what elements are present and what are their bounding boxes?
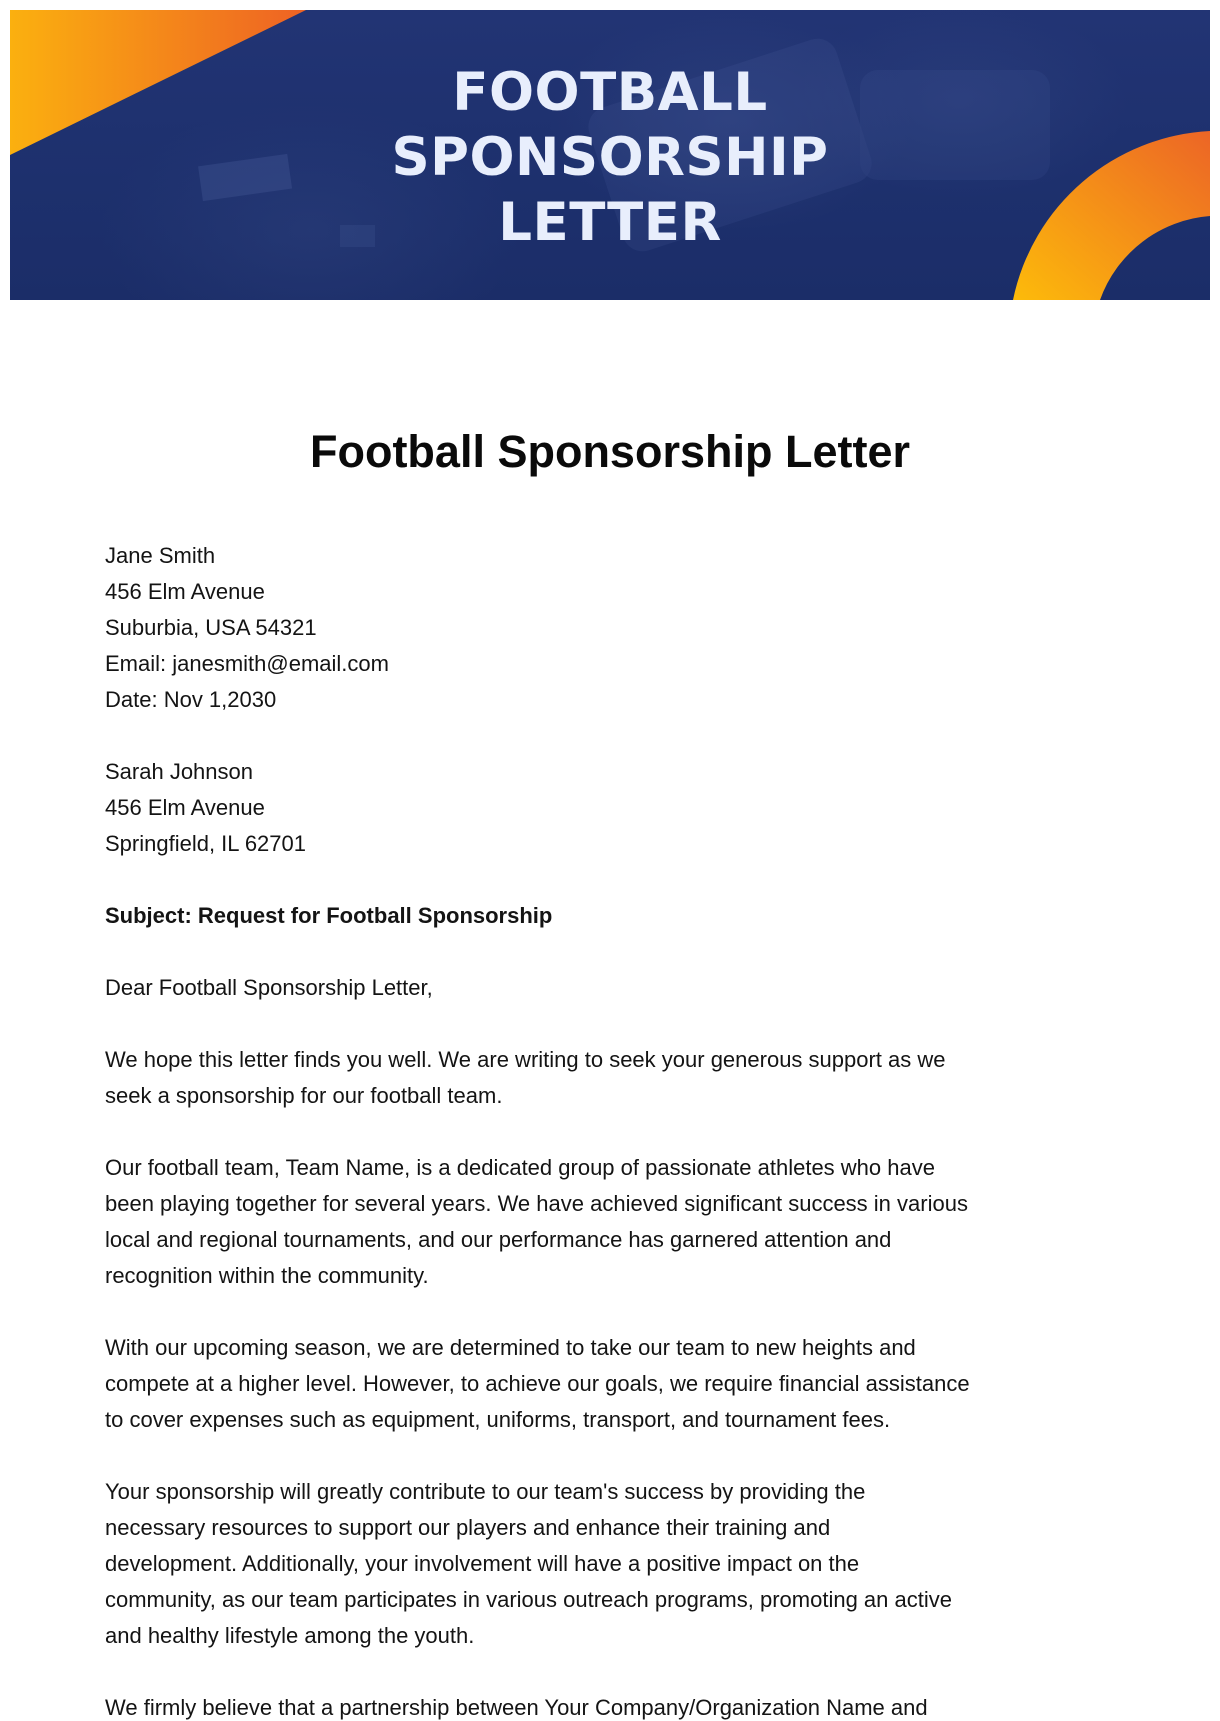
- salutation-block: [105, 970, 1135, 1006]
- paragraph-team-description: [105, 1150, 1135, 1294]
- sender-address-block: [105, 538, 1135, 718]
- banner-title-line: LETTER: [498, 192, 722, 253]
- banner-title: [10, 60, 1210, 255]
- paragraph-line: compete at a higher level. However, to achieve our goals, we require financial assistance: [105, 1371, 970, 1396]
- subject-line-block: [105, 898, 1135, 934]
- recipient-name: Sarah Johnson: [105, 759, 253, 784]
- sender-city: Suburbia, USA 54321: [105, 615, 317, 640]
- header-banner: [10, 10, 1210, 300]
- banner-title-line: FOOTBALL: [452, 62, 768, 123]
- banner-title-line: SPONSORSHIP: [391, 127, 829, 188]
- paragraph-line: community, as our team participates in various outreach programs, promoting an active: [105, 1587, 952, 1612]
- sender-street: 456 Elm Avenue: [105, 579, 265, 604]
- recipient-street: 456 Elm Avenue: [105, 795, 265, 820]
- paragraph-line: With our upcoming season, we are determined to take our team to new heights and: [105, 1335, 916, 1360]
- letter-date: Date: Nov 1,2030: [105, 687, 277, 712]
- recipient-city: Springfield, IL 62701: [105, 831, 306, 856]
- paragraph-line: and healthy lifestyle among the youth.: [105, 1623, 475, 1648]
- sender-name: Jane Smith: [105, 543, 216, 568]
- paragraph-line: been playing together for several years. We have achieved significant success in various: [105, 1191, 968, 1216]
- salutation: Dear Football Sponsorship Letter,: [105, 975, 433, 1000]
- paragraph-line: We hope this letter finds you well. We are writing to seek your generous support as we: [105, 1047, 946, 1072]
- paragraph-line: recognition within the community.: [105, 1263, 429, 1288]
- paragraph-line: Our football team, Team Name, is a dedicated group of passionate athletes who have: [105, 1155, 935, 1180]
- subject-line: Subject: Request for Football Sponsorship: [105, 903, 553, 928]
- paragraph-funding-need: [105, 1330, 1135, 1438]
- paragraph-partnership: [105, 1690, 1135, 1721]
- paragraph-line: local and regional tournaments, and our performance has garnered attention and: [105, 1227, 892, 1252]
- sender-email: Email: janesmith@email.com: [105, 651, 389, 676]
- letter-body: [105, 538, 1135, 1721]
- paragraph-intro: [105, 1042, 1135, 1114]
- paragraph-sponsorship-impact: [105, 1474, 1135, 1654]
- paragraph-line: to cover expenses such as equipment, uniforms, transport, and tournament fees.: [105, 1407, 891, 1432]
- document-title: Football Sponsorship Letter: [309, 426, 910, 477]
- paragraph-line: We firmly believe that a partnership between Your Company/Organization Name and: [105, 1695, 928, 1720]
- paragraph-line: necessary resources to support our players and enhance their training and: [105, 1515, 831, 1540]
- paragraph-line: seek a sponsorship for our football team.: [105, 1083, 503, 1108]
- recipient-address-block: [105, 754, 1135, 862]
- paragraph-line: Your sponsorship will greatly contribute to our team's success by providing the: [105, 1479, 866, 1504]
- paragraph-line: development. Additionally, your involvement will have a positive impact on the: [105, 1551, 860, 1576]
